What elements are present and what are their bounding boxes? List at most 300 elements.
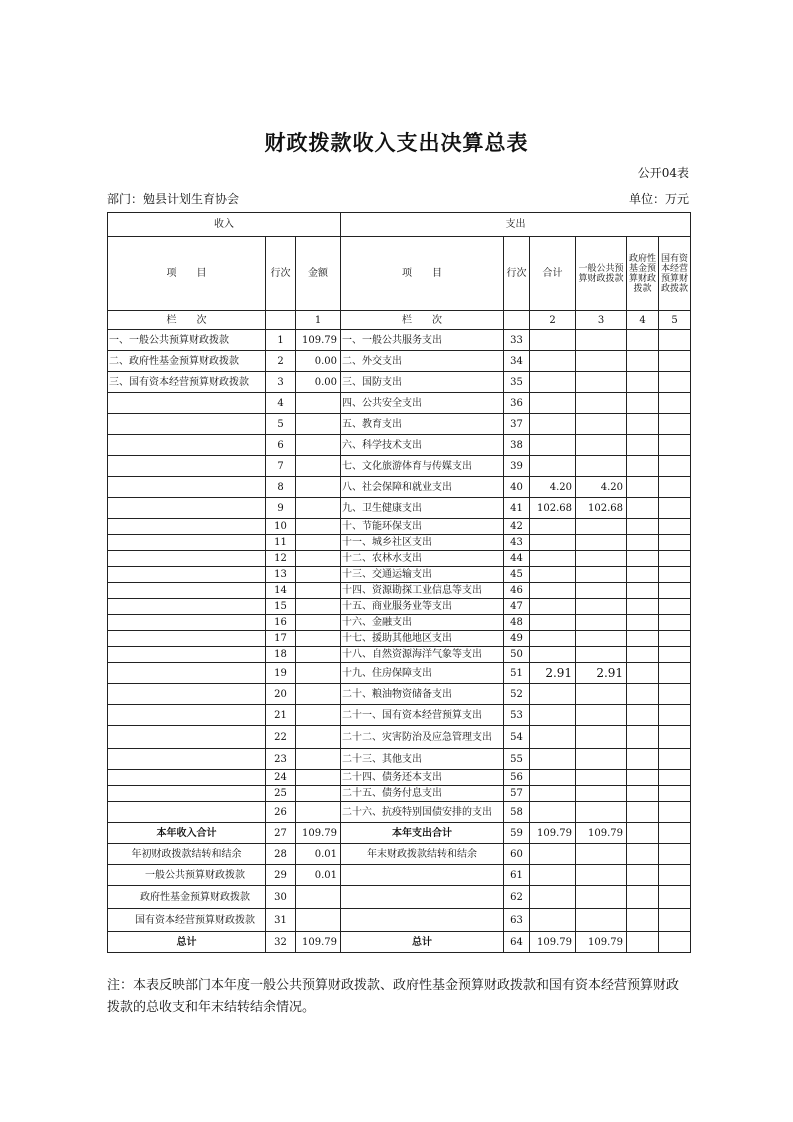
expense-general-cell	[576, 535, 627, 551]
expense-gov-fund-cell	[627, 372, 659, 393]
table-row	[108, 393, 691, 414]
expense-item-cell: 二、外交支出	[341, 351, 504, 372]
income-amount-cell: 0.00	[296, 351, 341, 372]
expense-item-cell: 十、节能环保支出	[341, 519, 504, 535]
income-amount-cell	[296, 631, 341, 647]
expense-state-capital-cell	[659, 684, 691, 705]
income-item-cell: 年初财政拨款结转和结余	[108, 844, 266, 865]
expense-state-capital-cell	[659, 615, 691, 631]
expense-general-cell	[576, 844, 627, 865]
income-rowno-cell: 1	[266, 330, 296, 351]
income-item-cell	[108, 414, 266, 435]
income-rowno-cell: 14	[266, 583, 296, 599]
expense-general-cell	[576, 567, 627, 583]
expense-header: 支出	[341, 213, 691, 237]
expense-total-cell	[530, 351, 576, 372]
expense-rowno-cell: 47	[504, 599, 530, 615]
table-row	[108, 823, 691, 844]
income-item-cell	[108, 705, 266, 726]
expense-gov-fund-cell	[627, 330, 659, 351]
table-row	[108, 477, 691, 498]
expense-item-cell: 二十四、债务还本支出	[341, 770, 504, 786]
table-row	[108, 932, 691, 953]
expense-item-cell: 二十五、债务付息支出	[341, 786, 504, 802]
income-item-cell	[108, 726, 266, 749]
income-item-cell	[108, 393, 266, 414]
income-amount-cell	[296, 786, 341, 802]
income-amount-cell	[296, 684, 341, 705]
expense-general-cell	[576, 786, 627, 802]
income-rowno-cell: 27	[266, 823, 296, 844]
income-item-cell: 国有资本经营预算财政拨款	[108, 909, 266, 932]
expense-total-cell: 4.20	[530, 477, 576, 498]
income-rowno-cell: 13	[266, 567, 296, 583]
expense-rowno-cell: 39	[504, 456, 530, 477]
expense-total-cell	[530, 456, 576, 477]
table-row	[108, 456, 691, 477]
expense-general-cell: 4.20	[576, 477, 627, 498]
expense-rowno-cell: 57	[504, 786, 530, 802]
income-amount-cell	[296, 599, 341, 615]
state-capital-header: 国有资本经营预算财政拨款	[659, 237, 691, 311]
expense-total-cell	[530, 886, 576, 909]
expense-rowno-cell: 34	[504, 351, 530, 372]
expense-item-cell: 二十三、其他支出	[341, 749, 504, 770]
expense-item-cell: 十六、金融支出	[341, 615, 504, 631]
income-amount-cell	[296, 802, 341, 823]
table-row	[108, 844, 691, 865]
expense-general-cell: 109.79	[576, 823, 627, 844]
expense-item-cell: 一、一般公共服务支出	[341, 330, 504, 351]
expense-state-capital-cell	[659, 498, 691, 519]
expense-total-cell: 2.91	[530, 663, 576, 684]
expense-item-cell: 十四、资源勘探工业信息等支出	[341, 583, 504, 599]
expense-item-header: 项 目	[341, 237, 504, 311]
table-row	[108, 519, 691, 535]
expense-rowno-cell: 40	[504, 477, 530, 498]
income-amount-cell	[296, 414, 341, 435]
expense-total-cell: 109.79	[530, 932, 576, 953]
expense-state-capital-cell	[659, 583, 691, 599]
table-row	[108, 802, 691, 823]
expense-gov-fund-cell	[627, 786, 659, 802]
expense-rowno-cell: 53	[504, 705, 530, 726]
expense-general-cell	[576, 351, 627, 372]
income-amount-cell	[296, 663, 341, 684]
expense-item-cell: 九、卫生健康支出	[341, 498, 504, 519]
income-item-cell	[108, 435, 266, 456]
expense-item-cell: 十一、城乡社区支出	[341, 535, 504, 551]
expense-total-cell	[530, 414, 576, 435]
expense-gov-fund-cell	[627, 615, 659, 631]
income-amount-cell: 109.79	[296, 823, 341, 844]
table-row	[108, 535, 691, 551]
expense-gov-fund-cell	[627, 726, 659, 749]
income-amount-cell: 0.01	[296, 865, 341, 886]
expense-gov-fund-cell	[627, 599, 659, 615]
expense-general-cell	[576, 726, 627, 749]
footnote: 注：本表反映部门本年度一般公共预算财政拨款、政府性基金预算财政拨款和国有资本经营预算财政拨款的总收支和年末结转结余情况。	[107, 978, 680, 1015]
expense-general-cell	[576, 770, 627, 786]
general-budget-header: 一般公共预算财政拨款	[576, 237, 627, 311]
income-rowno-cell: 17	[266, 631, 296, 647]
income-rowno-cell: 25	[266, 786, 296, 802]
income-item-cell	[108, 615, 266, 631]
expense-item-cell: 四、公共安全支出	[341, 393, 504, 414]
income-item-cell: 本年收入合计	[108, 823, 266, 844]
income-item-cell	[108, 684, 266, 705]
expense-item-cell: 二十、粮油物资储备支出	[341, 684, 504, 705]
col-number: 2	[530, 311, 576, 330]
expense-gov-fund-cell	[627, 414, 659, 435]
expense-gov-fund-cell	[627, 519, 659, 535]
table-row	[108, 684, 691, 705]
expense-rowno-cell: 59	[504, 823, 530, 844]
expense-state-capital-cell	[659, 726, 691, 749]
income-item-cell: 二、政府性基金预算财政拨款	[108, 351, 266, 372]
expense-state-capital-cell	[659, 519, 691, 535]
expense-total-cell	[530, 535, 576, 551]
expense-total-cell	[530, 770, 576, 786]
expense-general-cell	[576, 802, 627, 823]
expense-item-cell: 本年支出合计	[341, 823, 504, 844]
income-item-header: 项 目	[108, 237, 266, 311]
expense-gov-fund-cell	[627, 647, 659, 663]
expense-item-cell: 八、社会保障和就业支出	[341, 477, 504, 498]
expense-general-cell	[576, 647, 627, 663]
income-rowno-cell: 21	[266, 705, 296, 726]
expense-general-cell	[576, 551, 627, 567]
expense-state-capital-cell	[659, 567, 691, 583]
table-row	[108, 647, 691, 663]
expense-gov-fund-cell	[627, 865, 659, 886]
expense-rowno-cell: 54	[504, 726, 530, 749]
expense-state-capital-cell	[659, 705, 691, 726]
expense-state-capital-cell	[659, 932, 691, 953]
expense-rowno-cell: 37	[504, 414, 530, 435]
expense-col-label: 栏 次	[341, 311, 504, 330]
income-amount-cell	[296, 519, 341, 535]
expense-state-capital-cell	[659, 844, 691, 865]
income-amount-cell	[296, 886, 341, 909]
table-row	[108, 631, 691, 647]
income-item-cell	[108, 567, 266, 583]
expense-rowno-cell: 62	[504, 886, 530, 909]
expense-general-cell	[576, 414, 627, 435]
expense-rowno-cell: 36	[504, 393, 530, 414]
expense-general-cell: 109.79	[576, 932, 627, 953]
income-item-cell	[108, 631, 266, 647]
table-row	[108, 770, 691, 786]
expense-rowno-cell: 48	[504, 615, 530, 631]
expense-gov-fund-cell	[627, 823, 659, 844]
income-rowno-cell: 3	[266, 372, 296, 393]
income-item-cell	[108, 551, 266, 567]
table-row	[108, 330, 691, 351]
expense-general-cell	[576, 372, 627, 393]
table-row	[108, 786, 691, 802]
expense-rowno-cell: 44	[504, 551, 530, 567]
expense-total-cell	[530, 551, 576, 567]
expense-state-capital-cell	[659, 330, 691, 351]
income-item-cell	[108, 786, 266, 802]
income-rowno-header: 行次	[266, 237, 296, 311]
income-rowno-cell: 28	[266, 844, 296, 865]
expense-general-cell	[576, 599, 627, 615]
expense-gov-fund-cell	[627, 498, 659, 519]
expense-gov-fund-cell	[627, 749, 659, 770]
income-rowno-cell: 2	[266, 351, 296, 372]
expense-general-cell: 102.68	[576, 498, 627, 519]
income-rowno-cell: 22	[266, 726, 296, 749]
expense-rowno-cell: 63	[504, 909, 530, 932]
expense-total-cell	[530, 435, 576, 456]
income-amount-cell	[296, 477, 341, 498]
income-amount-cell	[296, 456, 341, 477]
expense-total-cell	[530, 786, 576, 802]
expense-item-cell	[341, 909, 504, 932]
income-col-label: 栏 次	[108, 311, 266, 330]
income-rowno-cell: 10	[266, 519, 296, 535]
income-amount-cell	[296, 393, 341, 414]
table-row	[108, 615, 691, 631]
expense-rowno-cell: 43	[504, 535, 530, 551]
income-item-cell	[108, 599, 266, 615]
expense-rowno-cell: 38	[504, 435, 530, 456]
expense-total-cell	[530, 647, 576, 663]
income-item-cell: 一、一般公共预算财政拨款	[108, 330, 266, 351]
income-rowno-cell: 4	[266, 393, 296, 414]
income-amount-cell	[296, 726, 341, 749]
income-header: 收入	[108, 213, 341, 237]
income-amount-cell: 109.79	[296, 330, 341, 351]
table-row	[108, 865, 691, 886]
expense-item-cell: 五、教育支出	[341, 414, 504, 435]
expense-item-cell: 总计	[341, 932, 504, 953]
expense-general-cell	[576, 865, 627, 886]
expense-rowno-cell: 55	[504, 749, 530, 770]
expense-general-cell	[576, 749, 627, 770]
expense-rowno-cell: 64	[504, 932, 530, 953]
income-item-cell	[108, 498, 266, 519]
expense-state-capital-cell	[659, 886, 691, 909]
income-item-cell	[108, 663, 266, 684]
expense-total-cell	[530, 372, 576, 393]
expense-gov-fund-cell	[627, 393, 659, 414]
table-row	[108, 599, 691, 615]
expense-total-cell	[530, 519, 576, 535]
expense-gov-fund-cell	[627, 435, 659, 456]
expense-rowno-cell: 58	[504, 802, 530, 823]
income-rowno-cell: 24	[266, 770, 296, 786]
expense-rowno-cell: 60	[504, 844, 530, 865]
income-item-cell: 总计	[108, 932, 266, 953]
expense-gov-fund-cell	[627, 705, 659, 726]
expense-gov-fund-cell	[627, 477, 659, 498]
expense-total-cell	[530, 631, 576, 647]
table-row	[108, 705, 691, 726]
income-item-cell	[108, 749, 266, 770]
expense-total-cell: 102.68	[530, 498, 576, 519]
table-row	[108, 909, 691, 932]
expense-gov-fund-cell	[627, 932, 659, 953]
expense-rowno-cell: 61	[504, 865, 530, 886]
income-amount-header: 金额	[296, 237, 341, 311]
income-amount-cell	[296, 705, 341, 726]
expense-state-capital-cell	[659, 477, 691, 498]
table-row	[108, 551, 691, 567]
expense-state-capital-cell	[659, 823, 691, 844]
income-rowno-cell: 26	[266, 802, 296, 823]
expense-item-cell: 十二、农林水支出	[341, 551, 504, 567]
col-number: 5	[659, 311, 691, 330]
income-rowno-cell: 31	[266, 909, 296, 932]
expense-rowno-cell: 56	[504, 770, 530, 786]
expense-general-cell	[576, 330, 627, 351]
expense-item-cell	[341, 865, 504, 886]
income-item-cell: 一般公共预算财政拨款	[108, 865, 266, 886]
expense-item-cell: 十七、援助其他地区支出	[341, 631, 504, 647]
expense-state-capital-cell	[659, 599, 691, 615]
income-amount-cell	[296, 647, 341, 663]
table-row	[108, 372, 691, 393]
expense-gov-fund-cell	[627, 535, 659, 551]
expense-total-cell	[530, 909, 576, 932]
income-amount-cell: 0.00	[296, 372, 341, 393]
income-amount-cell	[296, 583, 341, 599]
income-rowno-cell: 12	[266, 551, 296, 567]
expense-gov-fund-cell	[627, 684, 659, 705]
expense-general-cell	[576, 615, 627, 631]
expense-rowno-cell: 33	[504, 330, 530, 351]
department-label: 部门：勉县计划生育协会	[107, 192, 240, 206]
expense-state-capital-cell	[659, 631, 691, 647]
income-rowno-cell: 9	[266, 498, 296, 519]
income-item-cell	[108, 456, 266, 477]
expense-total-cell	[530, 583, 576, 599]
expense-item-cell: 十九、住房保障支出	[341, 663, 504, 684]
income-rowno-cell: 20	[266, 684, 296, 705]
gov-fund-header: 政府性基金预算财政拨款	[627, 237, 659, 311]
income-item-cell	[108, 770, 266, 786]
income-col-label-blank	[266, 311, 296, 330]
income-amount-cell	[296, 615, 341, 631]
expense-rowno-cell: 35	[504, 372, 530, 393]
income-amount-cell	[296, 909, 341, 932]
table-row	[108, 726, 691, 749]
income-amount-cell: 0.01	[296, 844, 341, 865]
expense-total-cell	[530, 844, 576, 865]
income-amount-cell: 109.79	[296, 932, 341, 953]
expense-state-capital-cell	[659, 647, 691, 663]
budget-summary-table	[107, 212, 691, 953]
expense-total-cell	[530, 726, 576, 749]
expense-general-cell	[576, 705, 627, 726]
expense-total-cell	[530, 393, 576, 414]
table-row	[108, 567, 691, 583]
expense-total-cell	[530, 802, 576, 823]
expense-state-capital-cell	[659, 535, 691, 551]
expense-col-label-blank	[504, 311, 530, 330]
expense-general-cell	[576, 909, 627, 932]
expense-item-cell: 三、国防支出	[341, 372, 504, 393]
income-rowno-cell: 11	[266, 535, 296, 551]
income-amount-cell	[296, 435, 341, 456]
expense-total-cell	[530, 567, 576, 583]
expense-total-cell	[530, 749, 576, 770]
table-row	[108, 414, 691, 435]
income-item-cell	[108, 519, 266, 535]
expense-gov-fund-cell	[627, 351, 659, 372]
expense-item-cell: 七、文化旅游体育与传媒支出	[341, 456, 504, 477]
expense-gov-fund-cell	[627, 886, 659, 909]
income-amount-cell	[296, 567, 341, 583]
table-row	[108, 583, 691, 599]
income-rowno-cell: 29	[266, 865, 296, 886]
expense-state-capital-cell	[659, 770, 691, 786]
income-item-cell: 政府性基金预算财政拨款	[108, 886, 266, 909]
expense-item-cell: 十八、自然资源海洋气象等支出	[341, 647, 504, 663]
expense-state-capital-cell	[659, 456, 691, 477]
income-rowno-cell: 32	[266, 932, 296, 953]
expense-state-capital-cell	[659, 786, 691, 802]
income-rowno-cell: 7	[266, 456, 296, 477]
expense-general-cell	[576, 684, 627, 705]
income-amount-cell	[296, 749, 341, 770]
income-item-cell	[108, 583, 266, 599]
expense-rowno-cell: 49	[504, 631, 530, 647]
expense-gov-fund-cell	[627, 456, 659, 477]
expense-rowno-cell: 41	[504, 498, 530, 519]
expense-state-capital-cell	[659, 414, 691, 435]
expense-general-cell	[576, 886, 627, 909]
expense-item-cell: 二十六、抗疫特别国债安排的支出	[341, 802, 504, 823]
expense-gov-fund-cell	[627, 770, 659, 786]
expense-item-cell: 十五、商业服务业等支出	[341, 599, 504, 615]
col-number: 1	[296, 311, 341, 330]
income-rowno-cell: 16	[266, 615, 296, 631]
expense-total-cell	[530, 865, 576, 886]
income-rowno-cell: 30	[266, 886, 296, 909]
income-rowno-cell: 15	[266, 599, 296, 615]
expense-gov-fund-cell	[627, 551, 659, 567]
expense-state-capital-cell	[659, 802, 691, 823]
expense-general-cell	[576, 583, 627, 599]
expense-item-cell: 六、科学技术支出	[341, 435, 504, 456]
expense-general-cell	[576, 631, 627, 647]
expense-total-cell	[530, 599, 576, 615]
expense-total-cell	[530, 330, 576, 351]
expense-state-capital-cell	[659, 372, 691, 393]
income-item-cell	[108, 647, 266, 663]
expense-total-header: 合计	[530, 237, 576, 311]
expense-state-capital-cell	[659, 351, 691, 372]
income-rowno-cell: 8	[266, 477, 296, 498]
expense-gov-fund-cell	[627, 663, 659, 684]
expense-item-cell: 二十一、国有资本经营预算支出	[341, 705, 504, 726]
expense-general-cell	[576, 519, 627, 535]
income-amount-cell	[296, 770, 341, 786]
income-rowno-cell: 18	[266, 647, 296, 663]
income-amount-cell	[296, 551, 341, 567]
table-row	[108, 663, 691, 684]
form-number: 公开04表	[637, 166, 689, 180]
table-row	[108, 749, 691, 770]
income-rowno-cell: 19	[266, 663, 296, 684]
page-title: 财政拨款收入支出决算总表	[264, 130, 529, 155]
table-row	[108, 886, 691, 909]
expense-state-capital-cell	[659, 393, 691, 414]
